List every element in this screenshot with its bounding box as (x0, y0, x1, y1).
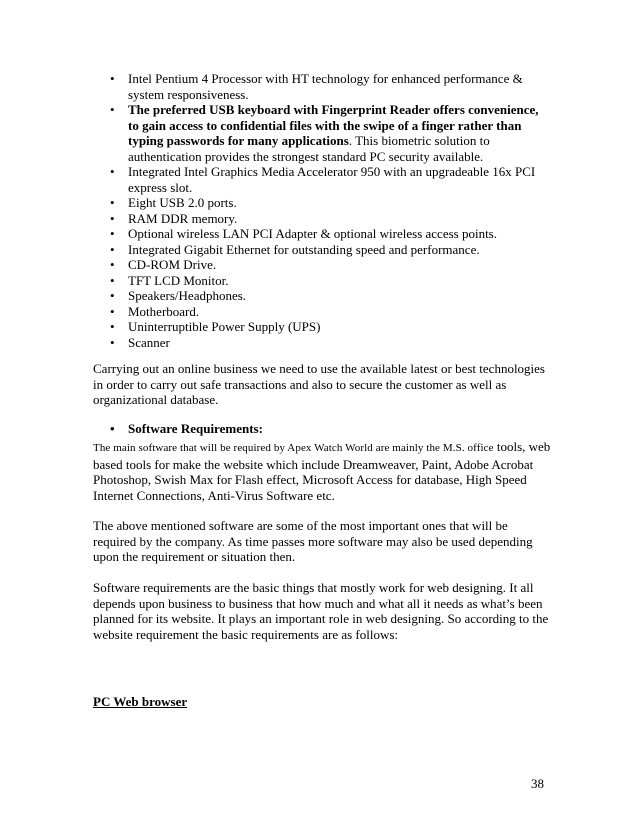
list-item (110, 319, 550, 335)
software-requirements-heading (110, 421, 263, 437)
list-item-bold-text: The preferred USB keyboard with Fingerprint Reader offers convenience, to gain access to confidential files with the swipe of a finger rather than typing passwords for many applications (128, 102, 539, 148)
list-item (110, 195, 550, 211)
software-tools-rest: tools, web based tools for make the website which include Dreamweaver, Paint, Adobe Acrobat Photoshop, Swish Max for Flash effect, Microsoft Access for database, High Speed Internet Connections, Anti-Virus Software etc. (93, 439, 551, 503)
list-item-text: TFT LCD Monitor. (128, 272, 229, 288)
bullet-icon: • (110, 102, 115, 117)
bullet-icon: • (110, 319, 115, 334)
list-item-text: . This biometric solution to authentication provides the strongest standard PC security available. (128, 133, 490, 164)
bullet-icon: • (110, 272, 115, 288)
software-tools-paragraph (93, 439, 553, 503)
above-mentioned-paragraph: The above mentioned software are some of the most important ones that will be required by the company. As time passes more software may also be used depending upon the requirement or situation then. (93, 518, 533, 564)
bullet-icon: • (110, 303, 115, 319)
list-item-text: RAM DDR memory. (128, 210, 238, 226)
list-item (110, 242, 550, 258)
list-item (110, 304, 550, 320)
list-item-text: Uninterruptible Power Supply (UPS) (128, 319, 321, 334)
pc-web-browser-heading: PC Web browser (93, 694, 188, 709)
bullet-icon: • (110, 241, 115, 257)
bullet-icon: • (110, 71, 115, 86)
software-basics-paragraph: Software requirements are the basic things that mostly work for web designing. It all depends upon business to business that how much and what all it needs as what’s been planned for its website. It plays an important role in web designing. So according to the website requirement the basic requirements are as follows: (93, 580, 549, 642)
list-item (110, 71, 550, 102)
list-item (110, 335, 550, 351)
list-item-text: Integrated Intel Graphics Media Accelerator 950 with an upgradeable 16x PCI express slot. (128, 164, 536, 195)
list-item (110, 273, 550, 289)
bullet-icon: • (110, 210, 115, 226)
list-item-text: Optional wireless LAN PCI Adapter & optional wireless access points. (128, 226, 497, 241)
list-item-text: Intel Pentium 4 Processor with HT technology for enhanced performance & system responsiveness. (128, 71, 523, 102)
list-item-text: Motherboard. (128, 303, 200, 319)
list-item (110, 257, 550, 273)
bullet-icon: • (110, 195, 115, 210)
page-number: 38 (531, 776, 544, 791)
bullet-icon: • (110, 334, 115, 350)
list-item-text: Eight USB 2.0 ports. (128, 195, 237, 210)
bullet-icon: • (110, 421, 115, 436)
bullet-icon: • (110, 288, 115, 303)
software-tools-intro: The main software that will be required by Apex Watch World are mainly the M.S. office (93, 442, 494, 454)
software-requirements-label: Software Requirements: (128, 421, 263, 436)
list-item-text: CD-ROM Drive. (128, 257, 217, 272)
list-item (110, 226, 550, 242)
online-business-paragraph: Carrying out an online business we need to use the available latest or best technologies in order to carry out safe transactions and also to secure the customer as well as organizational database. (93, 361, 545, 407)
list-item-text: Speakers/Headphones. (128, 288, 247, 303)
list-item (110, 211, 550, 227)
list-item (110, 102, 550, 164)
bullet-icon: • (110, 257, 115, 272)
list-item-text: Integrated Gigabit Ethernet for outstanding speed and performance. (128, 241, 480, 257)
list-item (110, 288, 550, 304)
hardware-requirements-list (110, 71, 550, 350)
bullet-icon: • (110, 226, 115, 241)
bullet-icon: • (110, 164, 115, 179)
list-item-text: Scanner (128, 334, 170, 350)
list-item (110, 164, 550, 195)
